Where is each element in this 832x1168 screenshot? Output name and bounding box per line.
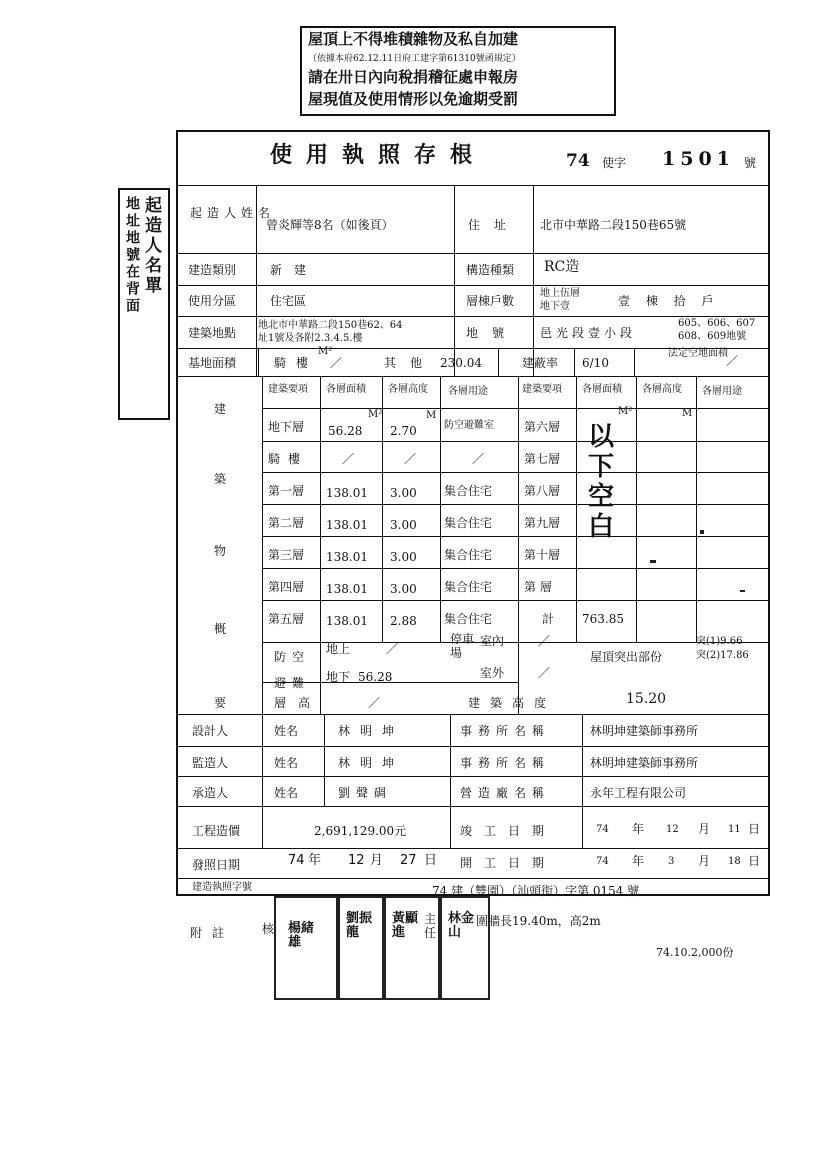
start-day: 18 (728, 856, 741, 867)
lot-value: 邑光段壹小段 (540, 326, 637, 340)
shelter-above-label: 地上 (326, 642, 351, 656)
side-note-stamp (118, 188, 170, 420)
row-item-0: 地下層 (268, 420, 305, 434)
side-note-col-1: 起造人名單 (141, 196, 161, 296)
mezz-value: ／ (368, 696, 381, 710)
hdr-height-left: 各層高度 (388, 384, 428, 395)
row-height-0: 2.70 (390, 424, 417, 438)
permit-value: 74 建（雙園）（汕頭街）字第 0154 號 (432, 884, 640, 898)
unit-m: M (426, 410, 437, 421)
start-m-unit: 月 (698, 854, 711, 868)
row-area-1: ／ (342, 452, 355, 466)
roof-label: 屋頂突出部份 (590, 650, 663, 664)
hdr-use-right: 各層用途 (702, 386, 742, 397)
notice-line-1: 屋頂上不得堆積雜物及私自加建 (308, 30, 519, 48)
blank-note: 以下空白 (588, 422, 615, 542)
completion-d-unit: 日 (748, 822, 761, 836)
parking-outdoor-label: 室外 (480, 666, 505, 680)
notice-line-2: （依據本府62.12.11日府工建字第61310號函規定） (308, 54, 521, 64)
roof-value-1: 突(1)9.66 (696, 636, 743, 647)
approval-c1: 核 (262, 922, 275, 936)
roof-value-2: 突(2)17.86 (696, 650, 749, 661)
contractor-office: 永年工程有限公司 (590, 786, 687, 800)
other-value: 230.04 (440, 356, 482, 370)
row-item-4: 第三層 (268, 548, 305, 562)
row-use-5: 集合住宅 (444, 580, 493, 594)
right-row-0: 第六層 (524, 420, 561, 434)
right-row-5: 第 層 (524, 580, 552, 594)
side-note-col-2: 地址地號在背面 (124, 196, 140, 315)
contractor-label: 承造人 (192, 786, 229, 800)
site-value-line-1: 地北市中華路二段150巷62、64 (258, 320, 403, 331)
remarks-area (176, 892, 766, 1002)
approval-seal-4-name: 林金山 (448, 911, 475, 940)
row-height-6: 2.88 (390, 614, 417, 628)
right-row-6: 計 (542, 612, 555, 626)
license-number: 1501 (662, 148, 735, 170)
row-area-0: 56.28 (328, 424, 363, 438)
arcade-label: 騎樓 (274, 356, 319, 370)
overview-label-4: 概 (214, 622, 227, 636)
completion-month: 12 (666, 824, 679, 835)
start-y-unit: 年 (632, 854, 645, 868)
notice-line-3: 請在卅日內向稅捐稽征處申報房 (308, 68, 519, 86)
completion-year: 74 (596, 824, 609, 835)
completion-m-unit: 月 (698, 822, 711, 836)
completion-label: 竣工日期 (460, 824, 557, 838)
area-unit: M² (318, 346, 333, 357)
row-height-1: ／ (404, 452, 417, 466)
lot-numbers-line-1: 605、606、607 (678, 318, 756, 329)
row-use-3: 集合住宅 (444, 516, 493, 530)
row-height-2: 3.00 (390, 486, 417, 500)
approval-seal-3-name: 黃顯進 (392, 911, 419, 940)
area-label: 基地面積 (188, 356, 237, 370)
issue-y-unit: 年 (308, 853, 322, 868)
build-type-value: 新建 (270, 263, 319, 277)
parking-outdoor-value: ／ (538, 666, 551, 680)
total-area: 763.85 (582, 612, 624, 626)
notice-line-4: 屋現值及使用情形以免逾期受罰 (308, 90, 519, 108)
unit-m-right: M (682, 408, 693, 419)
owner-address: 北市中華路二段150巷65號 (540, 218, 687, 232)
remarks-value: 圍牆長19.40m，高2m (476, 914, 601, 928)
legal-open-space-label: 法定空地面積 (668, 348, 728, 359)
row-use-1: ／ (472, 452, 485, 466)
issue-month: 12 (348, 853, 365, 868)
parking-indoor-label: 室內 (480, 634, 505, 648)
shelter-below-label: 地下 (326, 670, 351, 684)
owner-label: 起造人姓名 (190, 206, 276, 220)
structure-value: RC造 (544, 259, 580, 275)
approval-seal-1-name: 楊緒雄 (288, 921, 315, 950)
zone-value: 住宅區 (270, 294, 307, 308)
start-label: 開工日期 (460, 856, 557, 870)
remarks-label: 附註 (190, 926, 235, 940)
row-item-5: 第四層 (268, 580, 305, 594)
hdr-area-left: 各層面積 (326, 384, 366, 395)
building-height-label: 建築高度 (468, 696, 557, 710)
shelter-below-value: 56.28 (358, 670, 393, 684)
unit-m2: M² (368, 409, 383, 420)
row-item-3: 第二層 (268, 516, 305, 530)
row-height-5: 3.00 (390, 582, 417, 596)
floors-above: 地上伍層 (540, 288, 580, 299)
hdr-area-right: 各層面積 (582, 384, 622, 395)
supervisor-name: 林明坤 (338, 756, 405, 770)
row-area-5: 138.01 (326, 582, 368, 596)
overview-label-5: 要 (214, 696, 227, 710)
arcade-value: ／ (330, 356, 343, 370)
row-area-2: 138.01 (326, 486, 368, 500)
supervisor-name-label: 姓名 (274, 756, 299, 770)
supervisor-office-label: 事務所名稱 (460, 756, 551, 770)
right-row-1: 第七層 (524, 452, 561, 466)
license-year: 74 (566, 151, 590, 171)
unit-m2-right: M² (618, 406, 633, 417)
owner-address-label: 住址 (468, 218, 521, 232)
parking-indoor-value: ／ (538, 634, 551, 648)
completion-y-unit: 年 (632, 822, 645, 836)
row-area-6: 138.01 (326, 614, 368, 628)
usage-license-form (176, 130, 770, 896)
row-area-4: 138.01 (326, 550, 368, 564)
shelter-above-value: ／ (386, 642, 399, 656)
row-item-2: 第一層 (268, 484, 305, 498)
scan-speck (700, 530, 704, 534)
designer-office: 林明坤建築師事務所 (590, 724, 699, 738)
scan-speck (740, 590, 745, 592)
notice-stamp (300, 26, 616, 116)
contractor-office-label: 營造廠名稱 (460, 786, 551, 800)
overview-label-3: 物 (214, 544, 227, 558)
scan-speck (650, 560, 656, 563)
parking-label: 停車場 (450, 632, 475, 660)
hdr-item-left: 建築要項 (268, 384, 308, 395)
start-year: 74 (596, 856, 609, 867)
overview-label-2: 築 (214, 472, 227, 486)
right-row-4: 第十層 (524, 548, 561, 562)
form-title: 使用執照存根 (270, 142, 487, 168)
hdr-item-right: 建築要項 (522, 384, 562, 395)
start-month: 3 (668, 856, 675, 867)
lot-label: 地號 (466, 326, 519, 340)
coverage-value: 6/10 (582, 356, 609, 370)
owner-name: 曾炎輝等8名（如後頁） (266, 218, 394, 232)
site-value-line-2: 址1號及各附2.3.4.5.樓 (258, 333, 363, 344)
lot-numbers-line-2: 608、609地號 (678, 331, 747, 342)
floors-value: 壹 棟 拾 戶 (618, 294, 720, 308)
row-use-0: 防空避難室 (444, 420, 494, 431)
row-use-6: 集合住宅 (444, 612, 493, 626)
zone-label: 使用分區 (188, 294, 237, 308)
row-height-3: 3.00 (390, 518, 417, 532)
completion-day: 11 (728, 824, 741, 835)
right-row-2: 第八層 (524, 484, 561, 498)
print-note: 74.10.2,000份 (656, 946, 734, 959)
row-use-4: 集合住宅 (444, 548, 493, 562)
permit-label: 建造執照字號 (192, 882, 252, 893)
structure-label: 構造種類 (466, 263, 515, 277)
approval-seal-2-name: 劉振龍 (346, 911, 373, 940)
issue-m-unit: 月 (370, 853, 384, 868)
license-suffix: 號 (744, 156, 757, 170)
right-row-3: 第九層 (524, 516, 561, 530)
row-item-1: 騎樓 (268, 452, 309, 466)
site-label: 建築地點 (188, 326, 237, 340)
legal-open-space-value: ／ (726, 354, 739, 368)
approval-c4: 主任 (424, 912, 437, 940)
row-area-3: 138.01 (326, 518, 368, 532)
floors-below: 地下壹 (540, 301, 570, 312)
shelter-label: 防空避難 (274, 650, 311, 690)
cost-label: 工程造價 (192, 824, 241, 838)
overview-label-1: 建 (214, 402, 227, 416)
start-d-unit: 日 (748, 854, 761, 868)
designer-name: 林明坤 (338, 724, 405, 738)
row-height-4: 3.00 (390, 550, 417, 564)
cost-value: 2,691,129.00元 (314, 824, 407, 838)
issue-year: 74 (288, 853, 305, 868)
contractor-name: 劉聲碉 (338, 786, 393, 800)
mezz-label: 層高 (274, 696, 323, 710)
row-item-6: 第五層 (268, 612, 305, 626)
supervisor-office: 林明坤建築師事務所 (590, 756, 699, 770)
issue-label: 發照日期 (192, 858, 241, 872)
supervisor-label: 監造人 (192, 756, 229, 770)
floors-label: 層棟戶數 (466, 294, 515, 308)
hdr-height-right: 各層高度 (642, 384, 682, 395)
build-type-label: 建造類別 (188, 263, 237, 277)
designer-office-label: 事務所名稱 (460, 724, 551, 738)
designer-label: 設計人 (192, 724, 229, 738)
hdr-use-left: 各層用途 (448, 386, 488, 397)
coverage-label: 建蔽率 (522, 356, 559, 370)
issue-d-unit: 日 (424, 853, 438, 868)
license-char: 使字 (602, 156, 627, 170)
designer-name-label: 姓名 (274, 724, 299, 738)
building-height-value: 15.20 (626, 691, 667, 707)
issue-day: 27 (400, 853, 417, 868)
contractor-name-label: 姓名 (274, 786, 299, 800)
other-label: 其他 (384, 356, 437, 370)
row-use-2: 集合住宅 (444, 484, 493, 498)
